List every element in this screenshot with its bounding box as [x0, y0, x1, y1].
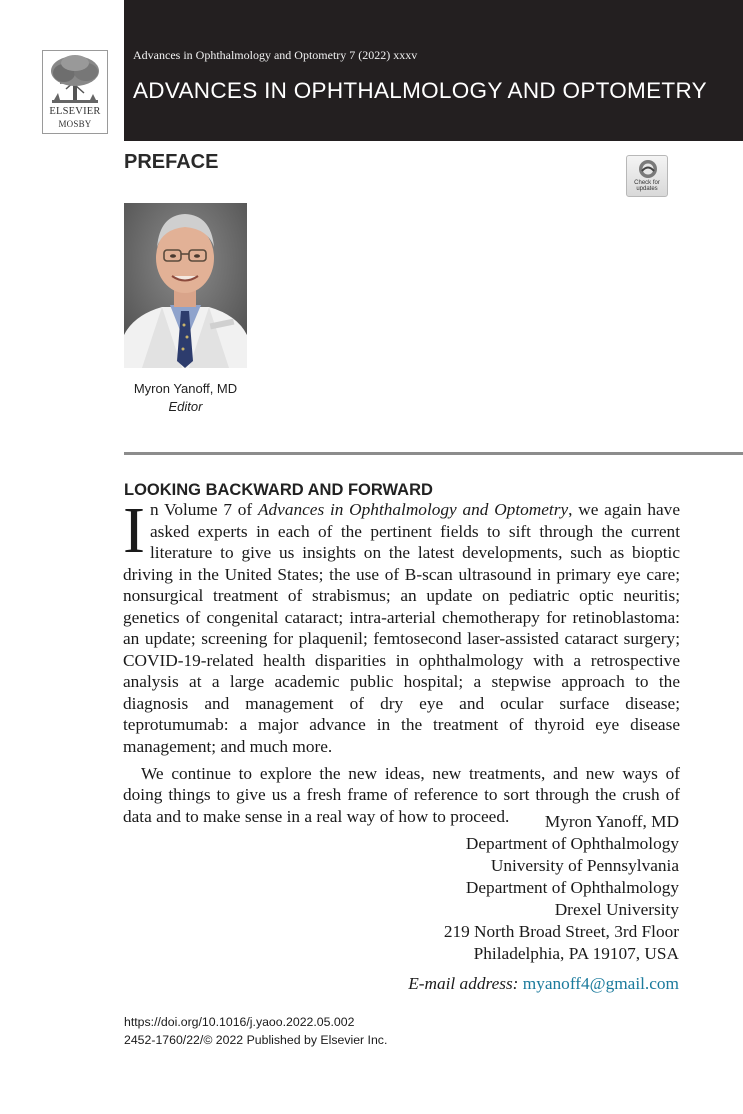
- publisher-name: ELSEVIER: [49, 106, 101, 117]
- editor-photo: [124, 203, 247, 368]
- signature-address-street: 219 North Broad Street, 3rd Floor: [443, 922, 679, 941]
- signature-name: Myron Yanoff, MD: [544, 812, 679, 831]
- email-label: E-mail address:: [408, 974, 519, 993]
- email-row: [408, 974, 679, 994]
- doi-link[interactable]: https://doi.org/10.1016/j.yaoo.2022.05.002: [124, 1015, 355, 1029]
- signature-affiliation-2: University of Pennsylvania: [490, 856, 679, 875]
- drop-cap: I: [123, 494, 145, 567]
- paragraph-1-lead: n Volume 7 of: [149, 500, 258, 519]
- publisher-logo: [42, 50, 108, 134]
- section-heading: PREFACE: [124, 151, 219, 173]
- tree-logo-icon: [46, 53, 104, 105]
- signature-address-city: Philadelphia, PA 19107, USA: [473, 944, 679, 963]
- paragraph-1-text: , we again have asked experts in each of the pertinent fields to sift through the current literature to give us insights on the latest developments, such as bioptic driving in the United States; the use of B-scan ultrasound in primary eye care; nonsurgical treatment of strabismus; an update on pediatric optic neuritis; genetics of congenital cataract; intra-arterial chemotherapy for retinoblastoma: an update; screening for plaquenil; femtosecond laser-assisted cataract surgery; COVID-19-related health disparities in ophthalmology with a retrospective analysis at a large academic public hospital; a stepwise approach to the diagnosis and management of dry eye and ocular surface disease; teprotumumab: a major advance in the treatment of thyroid eye disease management; and much more.: [123, 500, 680, 757]
- article-body: [123, 494, 680, 827]
- paragraph-1: [123, 494, 680, 758]
- signature-affiliation-1: Department of Ophthalmology: [465, 834, 679, 853]
- email-link[interactable]: myanoff4@gmail.com: [522, 974, 679, 993]
- journal-title-italic: Advances in Ophthalmology and Optometry: [257, 500, 569, 519]
- crossmark-icon: [638, 159, 658, 179]
- publisher-imprint: MOSBY: [58, 119, 92, 129]
- copyright-notice: 2452-1760/22/© 2022 Published by Elsevier Inc.: [124, 1033, 388, 1047]
- editor-role: Editor: [168, 399, 203, 414]
- journal-header-band: [124, 0, 743, 141]
- check-for-updates-button[interactable]: [626, 155, 668, 197]
- article-heading: LOOKING BACKWARD AND FORWARD: [124, 481, 433, 499]
- section-divider: [124, 452, 743, 455]
- journal-title: ADVANCES IN OPHTHALMOLOGY AND OPTOMETRY: [133, 78, 707, 103]
- signature-affiliation-3: Department of Ophthalmology: [465, 878, 679, 897]
- editor-name: Myron Yanoff, MD: [133, 381, 238, 396]
- signature-affiliation-4: Drexel University: [554, 900, 679, 919]
- check-for-updates-label: Check for updates: [634, 180, 660, 192]
- paragraph-2: We continue to explore the new ideas, new treatments, and new ways of doing things to give us a fresh frame of reference to sort through the crush of data and to make sense in a real way of how to proceed.: [123, 763, 680, 826]
- journal-citation: Advances in Ophthalmology and Optometry 7 (2022) xxxv: [133, 48, 418, 62]
- editor-portrait-image: [124, 203, 247, 368]
